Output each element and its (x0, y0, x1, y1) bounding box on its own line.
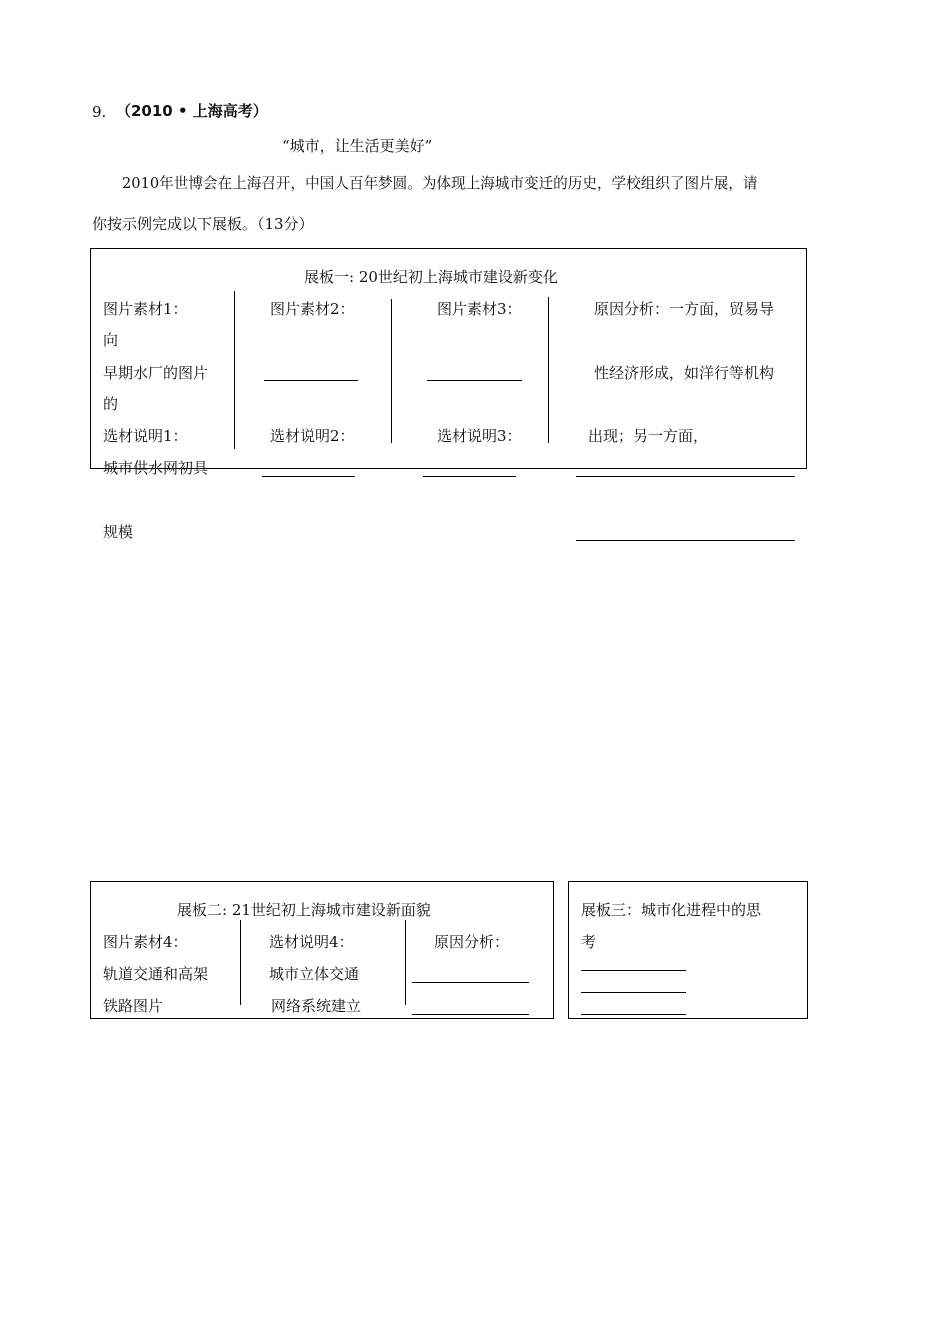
board-1-note-2-label: 选材说明2： (270, 427, 355, 445)
blank-line[interactable] (262, 476, 355, 477)
board-1-divider (391, 299, 392, 443)
board-1-analysis-text: 出现；另一方面， (588, 427, 709, 445)
board-2-material-4-label: 图片素材4： (103, 933, 188, 951)
question-number: 9. (92, 103, 107, 121)
question-theme: “城市，让生活更美好” (282, 137, 433, 155)
board-1-note-3-label: 选材说明3： (437, 427, 522, 445)
board-1-material-1-text: 的 (103, 395, 119, 413)
board-3-title: 展板三：城市化进程中的思 (581, 901, 762, 919)
board-2-material-4-text: 轨道交通和高架 (103, 965, 209, 983)
board-2-note-4-text: 城市立体交通 (269, 965, 360, 983)
question-intro-line2: 你按示例完成以下展板。（13分） (92, 215, 314, 233)
blank-line[interactable] (412, 1014, 529, 1015)
board-1-material-1-label: 图片素材1： (103, 300, 188, 318)
board-1-note-1-text: 规模 (103, 523, 134, 541)
blank-line[interactable] (581, 1014, 686, 1015)
board-1-material-1-text: 早期水厂的图片 (103, 364, 209, 382)
board-2-title: 展板二: 21世纪初上海城市建设新面貌 (177, 901, 431, 919)
board-1-divider (234, 291, 235, 449)
question-source: （2010 • 上海高考） (116, 102, 268, 120)
board-1-title: 展板一: 20世纪初上海城市建设新变化 (304, 268, 558, 286)
board-2-note-4-text: 网络系统建立 (271, 997, 362, 1015)
board-3-title: 考 (581, 933, 597, 951)
blank-line[interactable] (423, 476, 516, 477)
board-1-material-1-text: 向 (103, 331, 119, 349)
blank-line[interactable] (576, 540, 795, 541)
board-2-divider (240, 920, 241, 1005)
blank-line[interactable] (412, 982, 529, 983)
blank-line[interactable] (427, 380, 522, 381)
board-1-material-2-label: 图片素材2： (270, 300, 355, 318)
blank-line[interactable] (581, 992, 686, 993)
board-2-divider (405, 920, 406, 1005)
board-2-material-4-text: 铁路图片 (103, 997, 164, 1015)
board-1-analysis-text: 原因分析：一方面，贸易导 (594, 300, 775, 318)
question-intro-line1: 2010年世博会在上海召开，中国人百年梦圆。为体现上海城市变迁的历史，学校组织了图片展，请 (122, 175, 758, 192)
board-2-note-4-label: 选材说明4： (269, 933, 354, 951)
board-1-note-1-label: 选材说明1： (103, 427, 188, 445)
blank-line[interactable] (576, 476, 795, 477)
blank-line[interactable] (264, 380, 358, 381)
board-1-analysis-text: 性经济形成，如洋行等机构 (594, 364, 775, 382)
board-1-material-3-label: 图片素材3： (437, 300, 522, 318)
board-2-analysis-label: 原因分析： (434, 933, 510, 951)
blank-line[interactable] (581, 970, 686, 971)
board-1-divider (548, 297, 549, 443)
board-1-note-1-text: 城市供水网初具 (103, 459, 209, 477)
